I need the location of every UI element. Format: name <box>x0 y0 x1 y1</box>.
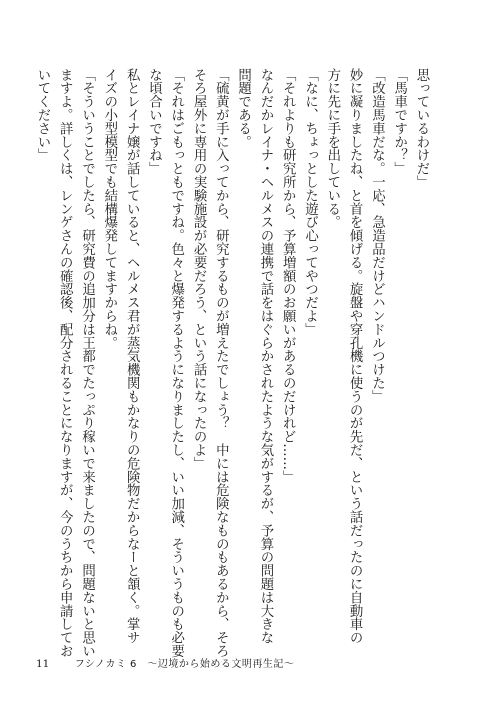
text-line-18: いてください」 <box>34 68 50 162</box>
text-line-3: 「改造馬車だな。一応、急造品だけどハンドルつけた」 <box>369 68 385 403</box>
text-line-17: ますよ。詳しくは、レンゲさんの確認後、配分されることになりますが、今のうちから申請してお <box>57 68 73 658</box>
text-line-5: 方に先に手を出している。 <box>324 68 340 229</box>
text-line-12: 「それはごもっともですね。色々と爆発するようになりましたし、いい加減、そういうものも必要 <box>168 68 184 658</box>
text-line-14: 私とレイナ嬢が話していると、ヘルメス君が蒸気機関もかなりの危険物だからなーと頷く。掌サ <box>124 68 140 645</box>
text-line-13: な頃合いですね」 <box>146 68 162 176</box>
text-line-4: 妙に凝りましたね、と首を傾げる。旋盤や穿孔機に使うのが先だ、という話だったのに自動車の <box>347 68 363 645</box>
text-line-9: 問題である。 <box>235 68 251 149</box>
text-line-8: なんだかレイナ・ヘルメスの連携で話をはぐらかされたような気がするが、予算の問題は大きな <box>257 68 273 645</box>
text-line-7: 「それよりも研究所から、予算増額のお願いがあるのだけれど……」 <box>280 68 296 484</box>
body-text <box>31 68 432 658</box>
text-line-10: 「硫黄が手に入ってから、研究するものが増えたでしょう？ 中には危険なものもあるから、そろ <box>213 68 229 658</box>
page-footer <box>36 655 294 670</box>
running-title: フシノカミ 6 ～辺境から始める文明再生記～ <box>74 659 295 670</box>
text-line-11: そろ屋外に専用の実験施設が必要だろう、という話になったのよ」 <box>191 68 207 470</box>
text-line-16: 「そういうことでしたら、研究費の追加分は王都でたっぷり稼いで来ましたので、問題ないと思い <box>79 68 95 658</box>
text-line-2: 「馬車ですか？」 <box>391 68 407 176</box>
text-line-1: 思っているわけだ」 <box>414 68 429 189</box>
text-line-15: イズの小型模型でも結構爆発してますからね。 <box>101 68 117 350</box>
page-number: 11 <box>36 658 50 670</box>
text-line-6: 「なに、ちょっとした遊び心ってやつだよ」 <box>302 68 318 336</box>
